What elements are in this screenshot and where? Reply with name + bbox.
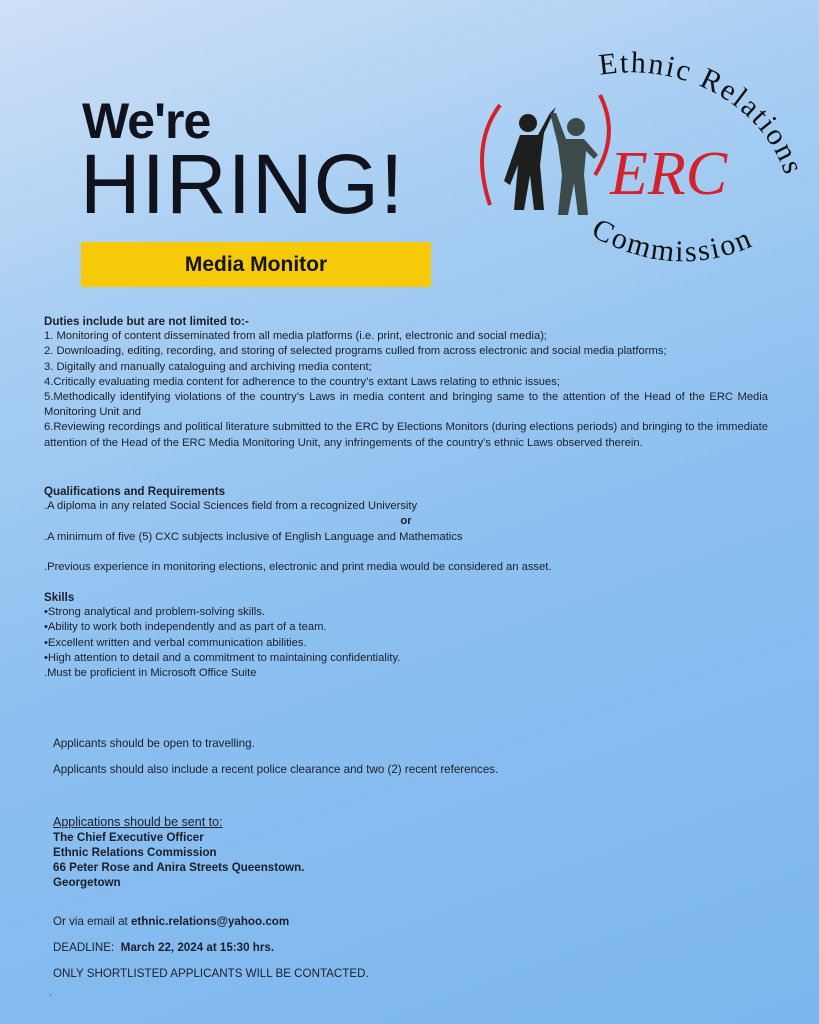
email-line <box>53 915 753 928</box>
duty-item: 2. Downloading, editing, recording, and storing of selected programs culled from across electronic and social media platforms; <box>44 345 667 358</box>
address-line: Georgetown <box>53 876 121 889</box>
travel-note: Applicants should be open to travelling. <box>53 736 255 750</box>
duty-item: 3. Digitally and manually cataloguing and archiving media content; <box>44 360 372 373</box>
duty-item: 4.Critically evaluating media content for adherence to the country’s extant Laws relating to ethnic issues; <box>44 375 560 388</box>
applications-heading: Applications should be sent to: <box>53 814 223 829</box>
deadline-line <box>53 941 753 954</box>
address-line: The Chief Executive Officer <box>53 831 204 844</box>
deadline-label: DEADLINE: <box>53 940 121 954</box>
email-address[interactable]: ethnic.relations@yahoo.com <box>130 914 290 928</box>
figure-grey-icon <box>550 113 598 215</box>
skills-section <box>44 590 768 681</box>
logo-top-text: Ethnic Relations <box>596 46 810 180</box>
skills-heading: Skills <box>44 591 75 604</box>
skill-item: .Must be proficient in Microsoft Office Suite <box>44 667 257 680</box>
red-swoosh-right <box>595 95 609 175</box>
duty-item: 5.Methodically identifying violations of the country’s Laws in media content and bringing same to the attention of the Head of the ERC Media Monitoring Unit and <box>44 391 768 419</box>
qualifications-section <box>44 484 768 575</box>
shortlist-note: ONLY SHORTLISTED APPLICANTS WILL BE CONTACTED. <box>53 966 369 980</box>
qualification-line: .Previous experience in monitoring elections, electronic and print media would be considered an asset. <box>44 560 552 573</box>
logo-erc-mark: ERC <box>610 140 728 208</box>
email-prefix: Or via email at <box>53 914 131 928</box>
police-note: Applicants should also include a recent police clearance and two (2) recent references. <box>53 762 499 776</box>
qualification-or: or <box>400 515 412 528</box>
duty-item: 6.Reviewing recordings and political literature submitted to the ERC by Elections Monitors (during elections periods) and bringing to the immediate attention of the Head of the ERC Media Monitoring Unit, any infringements of the country’s ethnic Laws observed therein. <box>44 421 768 449</box>
logo-bottom-text: Commission <box>586 212 758 269</box>
duties-heading: Duties include but are not limited to:- <box>44 315 249 328</box>
role-title: Media Monitor <box>184 252 328 276</box>
erc-logo <box>470 35 810 295</box>
mailing-address <box>53 830 753 890</box>
role-banner <box>81 242 431 287</box>
skill-item: •Excellent written and verbal communication abilities. <box>44 636 307 649</box>
red-swoosh-left <box>482 105 500 205</box>
figure-dark-icon <box>504 107 556 210</box>
qualifications-heading: Qualifications and Requirements <box>44 485 226 498</box>
address-line: 66 Peter Rose and Anira Streets Queenstown. <box>53 861 305 874</box>
skill-item: •Strong analytical and problem-solving skills. <box>44 606 265 619</box>
duties-section <box>44 314 768 451</box>
duty-item: 1. Monitoring of content disseminated from all media platforms (i.e. print, electronic and social media); <box>44 330 548 343</box>
skill-item: •High attention to detail and a commitment to maintaining confidentiality. <box>44 651 401 664</box>
hero-were: We're <box>82 93 211 149</box>
skill-item: •Ability to work both independently and as part of a team. <box>44 621 327 634</box>
qualification-line: .A minimum of five (5) CXC subjects inclusive of English Language and Mathematics <box>44 530 463 543</box>
deadline-value: March 22, 2024 at 15:30 hrs. <box>120 940 275 954</box>
stray-mark: ` <box>49 994 53 1005</box>
address-line: Ethnic Relations Commission <box>53 846 217 859</box>
hero-hiring: HIRING! <box>80 137 405 231</box>
qualification-line: .A diploma in any related Social Sciences field from a recognized University <box>44 500 418 513</box>
